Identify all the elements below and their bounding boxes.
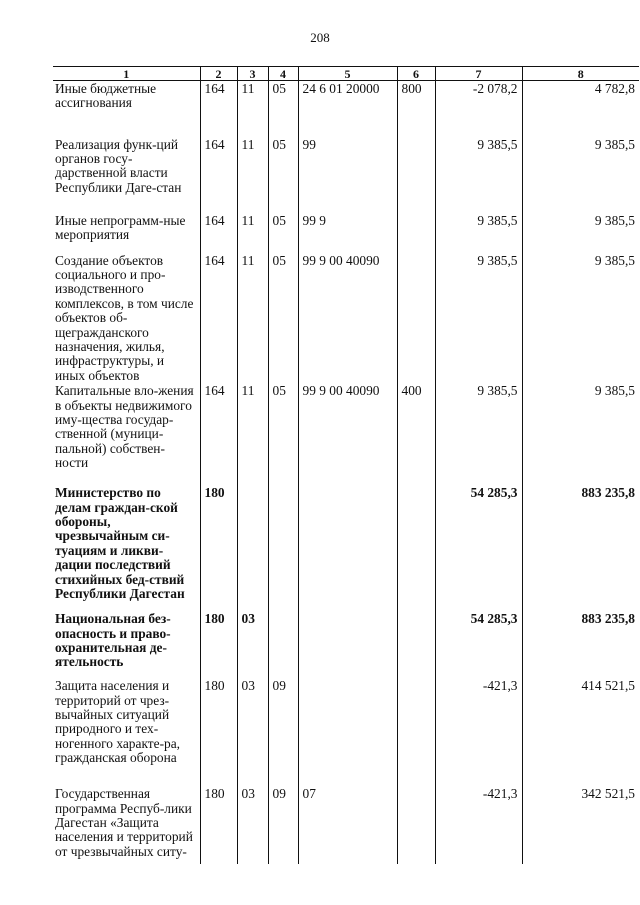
chapter-code-cell: 11 — [237, 81, 268, 137]
change-amount-cell: 54 285,3 — [435, 611, 522, 678]
total-amount-cell: 9 385,5 — [522, 253, 639, 384]
table-row — [53, 383, 639, 485]
chapter-code-cell: 03 — [237, 611, 268, 678]
table-row — [53, 213, 639, 253]
table-body — [53, 81, 639, 865]
chapter-code-cell: 03 — [237, 678, 268, 786]
change-amount-cell: 54 285,3 — [435, 485, 522, 611]
total-amount-cell: 414 521,5 — [522, 678, 639, 786]
table-row — [53, 81, 639, 137]
name-cell: Иные непрограмм-ные мероприятия — [55, 212, 186, 242]
target-article-cell: 99 — [298, 137, 397, 213]
expense-type-cell — [397, 678, 435, 786]
chapter-code-cell — [237, 485, 268, 611]
subchapter-code-cell: 09 — [268, 678, 298, 786]
target-article-cell: 99 9 — [298, 213, 397, 253]
subchapter-code-cell: 05 — [268, 383, 298, 485]
target-article-cell — [298, 678, 397, 786]
change-amount-cell: 9 385,5 — [435, 383, 522, 485]
target-article-cell: 99 9 00 40090 — [298, 253, 397, 384]
table-row — [53, 485, 639, 611]
total-amount-cell: 9 385,5 — [522, 137, 639, 213]
expense-type-cell — [397, 213, 435, 253]
target-article-cell: 07 — [298, 786, 397, 864]
name-cell: Национальная без-опасность и право-охранительная де-ятельность — [55, 611, 171, 670]
total-amount-cell: 883 235,8 — [522, 611, 639, 678]
total-amount-cell: 9 385,5 — [522, 383, 639, 485]
target-article-cell — [298, 611, 397, 678]
header-col-1: 1 — [53, 67, 200, 81]
name-cell: Капитальные вло-жения в объекты недвижимого иму-щества государ-ственной (муници-пальной) собствен-ности — [55, 383, 194, 471]
expense-type-cell — [397, 137, 435, 213]
section-code-cell: 164 — [200, 137, 237, 213]
section-code-cell: 164 — [200, 383, 237, 485]
table-row — [53, 611, 639, 678]
section-code-cell: 180 — [200, 678, 237, 786]
section-code-cell: 180 — [200, 611, 237, 678]
section-code-cell: 180 — [200, 485, 237, 611]
header-col-3: 3 — [237, 67, 268, 81]
name-cell: Защита населения и территорий от чрез-вычайных ситуаций природного и тех-ногенного характе-ра, гражданская оборона — [55, 678, 181, 766]
chapter-code-cell: 11 — [237, 213, 268, 253]
section-code-cell: 164 — [200, 213, 237, 253]
budget-table — [53, 66, 639, 864]
total-amount-cell: 883 235,8 — [522, 485, 639, 611]
subchapter-code-cell — [268, 611, 298, 678]
header-col-2: 2 — [200, 67, 237, 81]
page-number: 208 — [310, 30, 330, 45]
header-col-6: 6 — [397, 67, 435, 81]
table-row — [53, 786, 639, 864]
expense-type-cell — [397, 786, 435, 864]
section-code-cell: 180 — [200, 786, 237, 864]
target-article-cell — [298, 485, 397, 611]
subchapter-code-cell — [268, 485, 298, 611]
section-code-cell: 164 — [200, 253, 237, 384]
subchapter-code-cell: 05 — [268, 213, 298, 253]
chapter-code-cell: 11 — [237, 253, 268, 384]
name-cell: Государственная программа Респуб-лики Дагестан «Защита населения и территорий от чрезвычайных ситу- — [55, 786, 193, 859]
table-row — [53, 137, 639, 213]
section-code-cell: 164 — [200, 81, 237, 137]
expense-type-cell — [397, 485, 435, 611]
change-amount-cell: -2 078,2 — [435, 81, 522, 137]
change-amount-cell: -421,3 — [435, 786, 522, 864]
header-col-8: 8 — [522, 67, 639, 81]
chapter-code-cell: 11 — [237, 137, 268, 213]
change-amount-cell: 9 385,5 — [435, 137, 522, 213]
total-amount-cell: 342 521,5 — [522, 786, 639, 864]
table-row — [53, 253, 639, 384]
change-amount-cell: -421,3 — [435, 678, 522, 786]
name-cell: Министерство по делам граждан-ской обороны, чрезвычайным си-туациям и ликви-дации последствий стихийных бед-ствий Республики Дагестан — [55, 485, 185, 601]
expense-type-cell: 400 — [397, 383, 435, 485]
subchapter-code-cell: 05 — [268, 137, 298, 213]
name-cell: Реализация функ-ций органов госу-дарственной власти Республики Даге-стан — [55, 136, 182, 195]
subchapter-code-cell: 05 — [268, 253, 298, 384]
total-amount-cell: 9 385,5 — [522, 213, 639, 253]
subchapter-code-cell: 09 — [268, 786, 298, 864]
name-cell: Создание объектов социального и про-изводственного комплексов, в том числе объектов об-щегражданского назначения, жилья, инфраструктуры, и иных объектов — [55, 252, 194, 383]
expense-type-cell — [397, 611, 435, 678]
header-row — [53, 67, 639, 81]
expense-type-cell — [397, 253, 435, 384]
expense-type-cell: 800 — [397, 81, 435, 137]
target-article-cell: 24 6 01 20000 — [298, 81, 397, 137]
target-article-cell: 99 9 00 40090 — [298, 383, 397, 485]
header-col-5: 5 — [298, 67, 397, 81]
change-amount-cell: 9 385,5 — [435, 213, 522, 253]
name-cell: Иные бюджетные ассигнования — [55, 81, 157, 111]
chapter-code-cell: 11 — [237, 383, 268, 485]
chapter-code-cell: 03 — [237, 786, 268, 864]
subchapter-code-cell: 05 — [268, 81, 298, 137]
total-amount-cell: 4 782,8 — [522, 81, 639, 137]
table-row — [53, 678, 639, 786]
header-col-7: 7 — [435, 67, 522, 81]
change-amount-cell: 9 385,5 — [435, 253, 522, 384]
header-col-4: 4 — [268, 67, 298, 81]
